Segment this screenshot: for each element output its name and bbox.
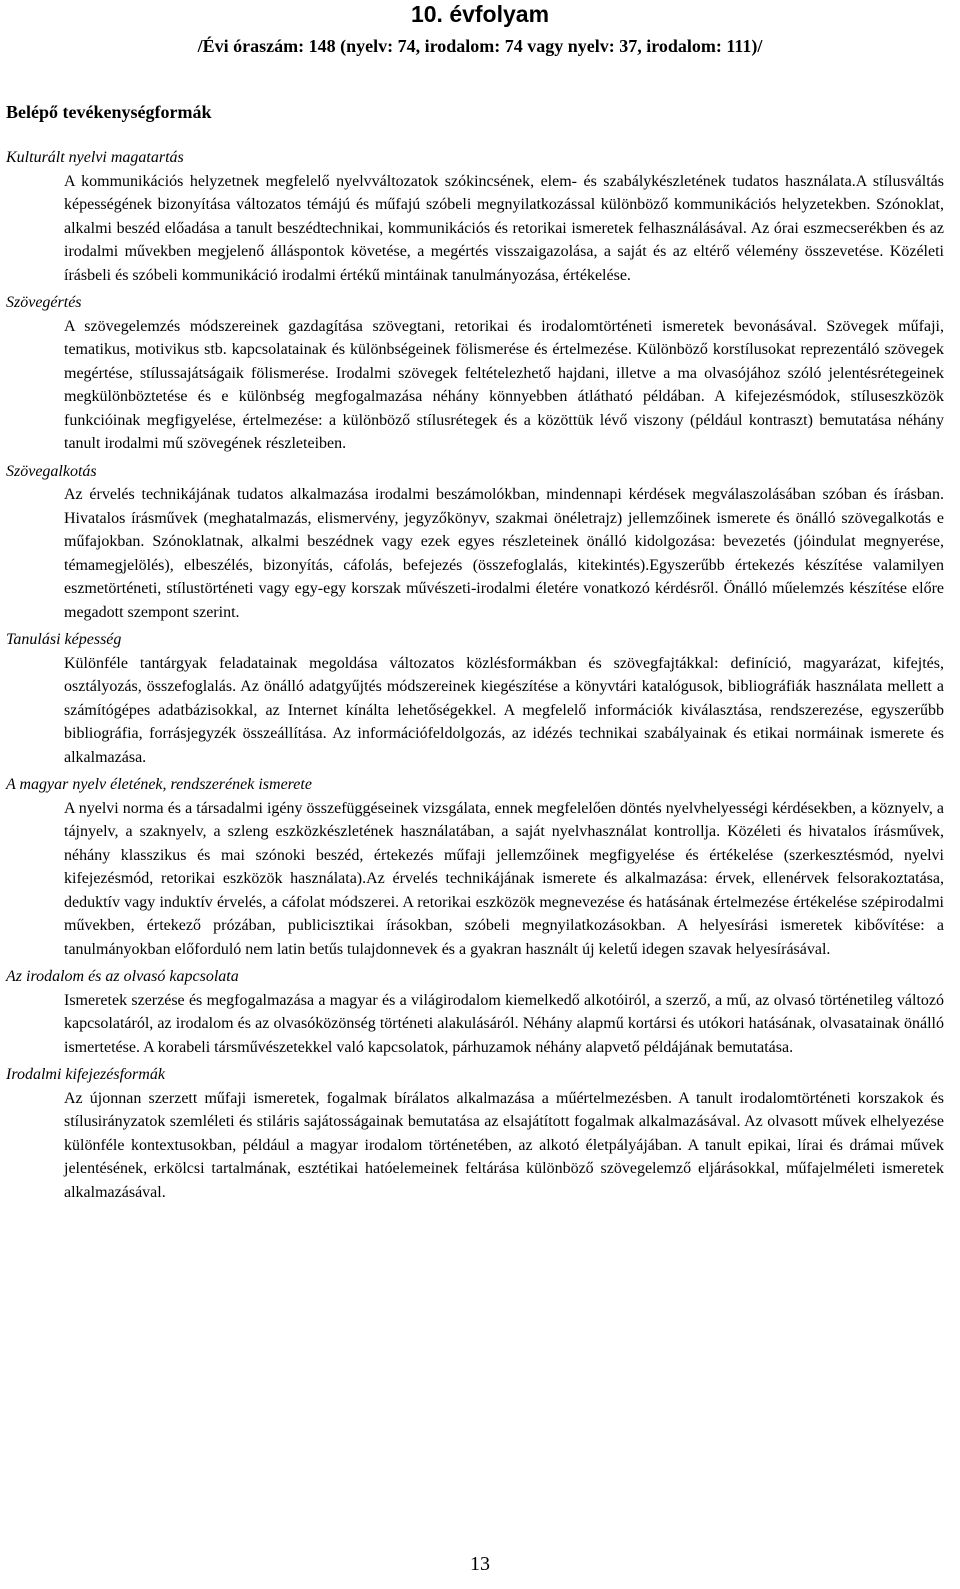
- section-heading: Belépő tevékenységformák: [6, 102, 212, 122]
- section-title: Irodalmi kifejezésformák: [6, 1066, 165, 1083]
- section-text: Ismeretek szerzése és megfogalmazása a magyar és a világirodalom kiemelkedő alkotóiról, a szerző, a mű, az olvasó történetileg változó kapcsolatáról, az irodalom és az olvasóközönség történeti alakulásáról. Néhány alapmű kortársi és utókori hatásának, olvasatainak önálló ismertetése. A korabeli társművészetekkel való kapcsolatok, párhuzamok néhány alapvető példájának bemutatása.: [64, 991, 944, 1056]
- section-title: Az irodalom és az olvasó kapcsolata: [6, 968, 239, 985]
- section-irodalom-olvaso: [6, 965, 944, 1059]
- section-title: Szövegértés: [6, 294, 82, 311]
- section-text: A nyelvi norma és a társadalmi igény összefüggéseinek vizsgálata, ennek megfelelően döntés nyelvhelyességi kérdésekben, a köznyelv, a tájnyelv, a szaknyelv, a szleng eszközkészletének használatában, a saját nyelvhasználat kontrollja. Közéleti és hivatalos írásművek, néhány klasszikus és mai szónoki beszéd, értekezés műfaji jellemzőinek megfigyelése és értékelése (szerkesztésmód, nyelvi kifejezésmód, retorikai eszközök használata).Az érvelés technikájának ismerete és alkalmazása: érvek, ellenérvek felsorakoztatása, deduktív vagy induktív érvelés, a cáfolat módszerei. A retorikai eszközök megnevezése és hatásának értelmezése értékelése szépirodalmi művekben, értekező prózában, publicisztikai írásokban, szóbeli megnyilatkozásokban. A helyesírási ismeretek kibővítése: a tanulmányokban előforduló nem latin betűs tulajdonnevek és a gyakran használt új keletű idegen szavak helyesírásával.: [64, 799, 944, 958]
- section-kifejezesformak: [6, 1063, 944, 1204]
- section-text: Különféle tantárgyak feladatainak megoldása változatos közlésformákban és szövegfajtákkal: definíció, magyarázat, kifejtés, osztályozás, összefoglalás. Az önálló adatgyűjtés módszereinek kiegészítése a könyvtári katalógusok, bibliográfiák használata mellett a számítógépes adatbázisokkal, az Internet kínálta lehetőségekkel. A megfelelő információk kiválasztása, rendszerezése, egyszerűbb bibliográfia, forrásjegyzék összeállítása. Az információfeldolgozás, az idézés technikai szabályainak és etikai normáinak ismerete és alkalmazása.: [64, 654, 944, 766]
- section-magyar-nyelv: [6, 773, 944, 961]
- section-text: Az újonnan szerzett műfaji ismeretek, fogalmak bírálatos alkalmazása a műértelmezésben. A tanult irodalomtörténeti korszakok és stílusirányzatok szemléleti és stiláris sajátosságainak bemutatása az elsajátított fogalmak alkalmazásával. Az olvasott művek elhelyezése különféle kontextusokban, például a magyar irodalom történetében, az alkotó életpályájában. A tanult epikai, lírai és drámai művek jelentésének, erkölcsi tartalmának, esztétikai hatóelemeinek feltárása különböző szövegelemző eljárásokkal, műfajelméleti ismeretek alkalmazásával.: [64, 1089, 944, 1201]
- section-szovegertes: [6, 291, 944, 456]
- page-title: 10. évfolyam: [410, 1, 550, 27]
- section-szovegalkotas: [6, 460, 944, 625]
- section-title: A magyar nyelv életének, rendszerének ismerete: [6, 776, 312, 793]
- section-text: Az érvelés technikájának tudatos alkalmazása irodalmi beszámolókban, mindennapi kérdések megválaszolásában szóban és írásban. Hivatalos írásművek (meghatalmazás, elismervény, jegyzőkönyv, szakmai önéletrajz) jellemzőinek ismerete és önálló szövegalkotás e műfajokban. Szónoklatnak, alkalmi beszédnek vagy ezek egyes részleteinek önálló kidolgozása: bevezetés (jóindulat megnyerése, témamegjelölés), elbeszélés, bizonyítás, cáfolás, befejezés (összefoglalás, kitekintés).Egyszerűbb értekezés készítése valamilyen eszmetörténeti, stílustörténeti vagy egy-egy korszak művészeti-irodalmi életére vonatkozó kérdésről. Önálló műelemzés készítése előre megadott szempont szerint.: [64, 486, 944, 621]
- page-number: 13: [470, 1553, 490, 1575]
- document-body: [6, 146, 944, 1208]
- section-text: A kommunikációs helyzetnek megfelelő nyelvváltozatok szókincsének, elem- és szabálykészletének tudatos használata.A stílusváltás képességének bizonyítása változatos témájú és műfajú szóbeli megnyilatkozással különböző kommunikációs helyzetekben. Szónoklat, alkalmi beszéd előadása a tanult beszédtechnikai, kommunikációs és retorikai ismeretek felhasználásával. Az órai eszmecserékben és az irodalmi művekben megjelenő álláspontok követése, a megértés visszaigazolása, a saját és az eltérő vélemény összevetése. Közéleti írásbeli és szóbeli kommunikáció irodalmi értékű mintáinak tanulmányozása, értékelése.: [64, 172, 944, 284]
- section-title: Tanulási képesség: [6, 631, 122, 648]
- section-title: Kulturált nyelvi magatartás: [6, 149, 184, 166]
- section-kulturalt: [6, 146, 944, 287]
- section-title: Szövegalkotás: [6, 462, 97, 480]
- section-text: A szövegelemzés módszereinek gazdagítása szövegtani, retorikai és irodalomtörténeti ismeretek bevonásával. Szövegek műfaji, tematikus, motivikus stb. kapcsolatainak és különbségeinek fölismerése és értelmezése. Különböző korstílusokat reprezentáló szövegek megértése, stílussajátságaik fölismerése. Irodalmi szövegek feltételezhető hajdani, illetve a ma olvasójához szóló jelentésrétegeinek megkülönböztetése és e különbség megfogalmazása néhány könnyebben átlátható példában. A kifejezésmódok, stíluseszközök funkcióinak megfigyelése, értelmezése: a különböző stílusrétegek és a közöttük lévő viszony (például kontraszt) bemutatása néhány tanult irodalmi mű szövegének részleteiben.: [64, 317, 944, 452]
- section-tanulasi: [6, 628, 944, 769]
- page-subtitle: /Évi óraszám: 148 (nyelv: 74, irodalom: 74 vagy nyelv: 37, irodalom: 111)/: [197, 36, 763, 56]
